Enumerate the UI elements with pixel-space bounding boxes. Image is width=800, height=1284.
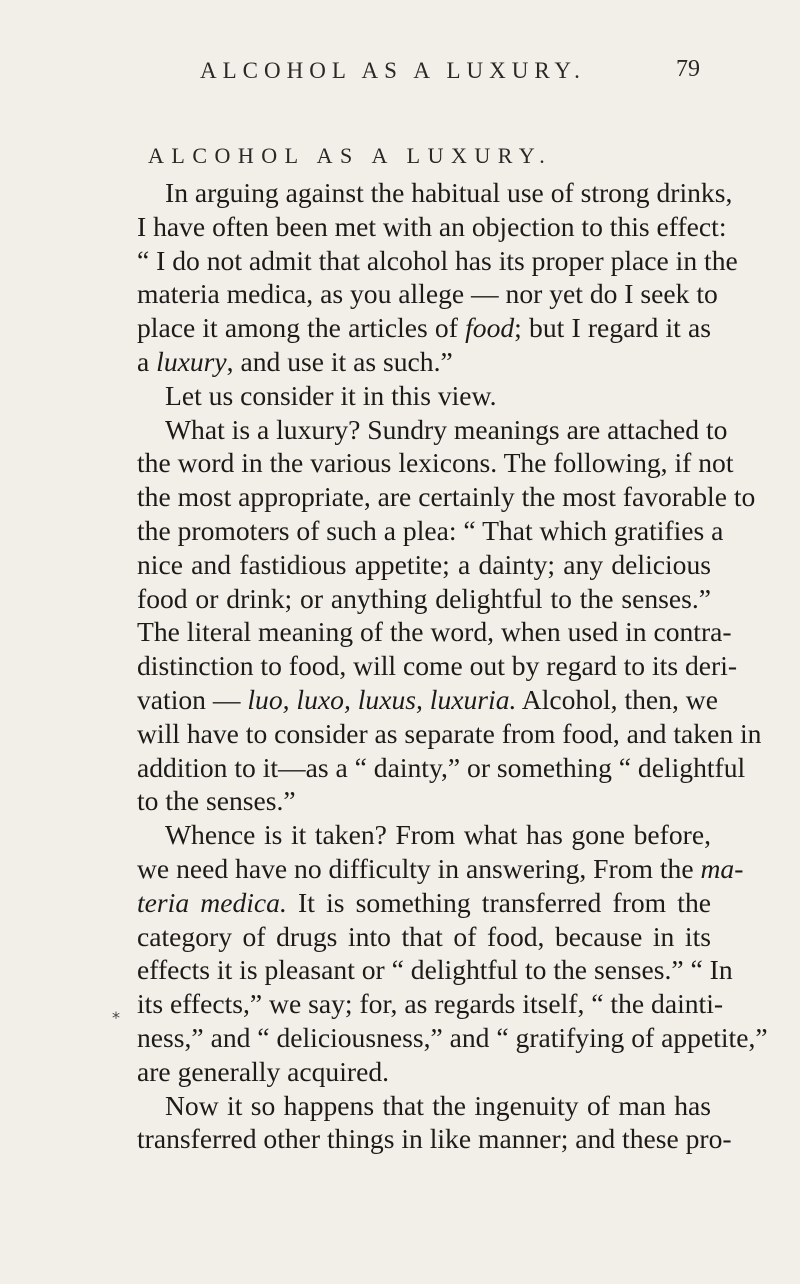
text-line: materia medica, as you allege — nor yet do I seek to [137,278,718,310]
text-line: nice and fastidious appetite; a dainty; any delicious [137,548,711,580]
text-line: Now it so happens that the ingenuity of man has [165,1089,711,1121]
text-line: the promoters of such a plea: “ That which gratifies a [137,514,724,546]
text-line: to the senses.” [137,785,296,817]
running-title: ALCOHOL AS A LUXURY. [200,58,586,83]
text-line: will have to consider as separate from food, and taken in [137,717,762,749]
text-line: are generally acquired. [137,1055,390,1087]
running-header [0,58,800,98]
text-line: addition to it—as a “ dainty,” or something “ delightful [137,751,746,783]
text-line: ness,” and “ deliciousness,” and “ gratifying of appetite,” [137,1021,768,1053]
text-line: distinction to food, will come out by regard to its deri- [137,650,738,682]
text-line: I have often been met with an objection to this effect: [137,210,727,242]
text-line: teria medica. It is something transferred from the [137,886,711,918]
text-line: In arguing against the habitual use of strong drinks, [165,177,733,208]
text-line: “ I do not admit that alcohol has its proper place in the [137,244,738,276]
body-text [137,176,768,1156]
text-line: effects it is pleasant or “ delightful to the senses.” “ In [137,954,733,986]
page-number: 79 [676,56,700,82]
text-line: place it among the articles of food; but I regard it as [137,312,711,344]
text-line: transferred other things in like manner; and these pro- [137,1123,732,1155]
text-line: What is a luxury? Sundry meanings are attached to [165,413,728,445]
text-line: Whence is it taken? From what has gone before, [165,819,711,851]
section-heading: ALCOHOL AS A LUXURY. [148,143,553,168]
text-line: food or drink; or anything delightful to the senses.” [137,582,711,614]
text-line: vation — luo, luxo, luxus, luxuria. Alcohol, then, we [137,683,718,715]
text-line: we need have no difficulty in answering, From the ma- [137,852,744,884]
text-line: The literal meaning of the word, when used in contra- [137,616,732,648]
text-line: its effects,” we say; for, as regards itself, “ the dainti- [137,988,724,1020]
text-line: the most appropriate, are certainly the most favorable to [137,481,756,513]
text-line: the word in the various lexicons. The following, if not [137,447,734,479]
text-line: a luxury, and use it as such.” [137,345,453,377]
margin-mark: * [112,1008,120,1027]
text-line: Let us consider it in this view. [165,379,497,411]
text-line: category of drugs into that of food, because in its [137,920,711,952]
